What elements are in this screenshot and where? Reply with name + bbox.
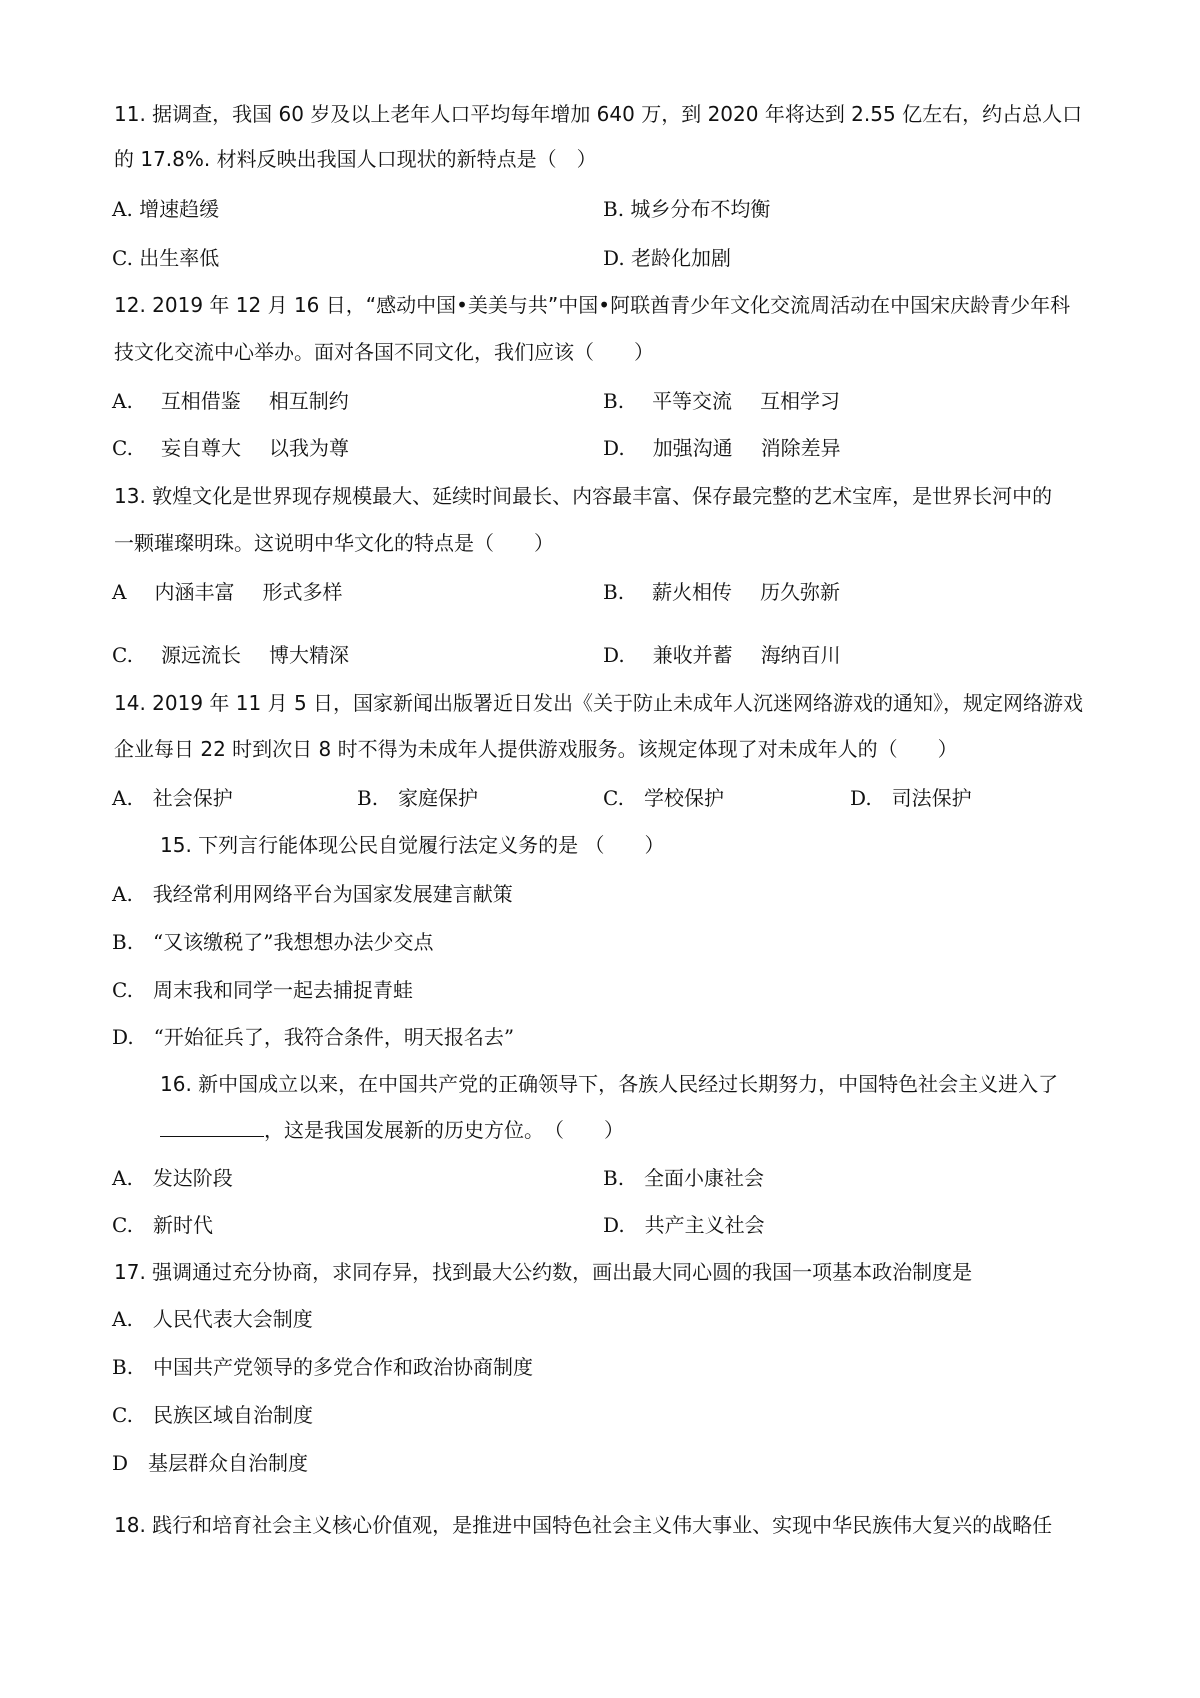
q11-stem-line1: 11. 据调查，我国 60 岁及以上老年人口平均每年增加 640 万，到 2020 年将达到 2.55 亿左右，约占总人口 [114,102,1083,126]
q13-option-c-part1: 源远流长 [160,643,241,667]
q15-option-b: B. “又该缴税了”我想想办法少交点 [112,930,434,954]
q13-option-b [603,579,840,605]
q12-option-c [112,435,349,461]
q13-option-c [112,642,349,668]
q12-option-a-letter: A. [112,389,133,413]
q12-stem-line1: 12. 2019 年 12 月 16 日，“感动中国•美美与共”中国•阿联酋青少年文化交流周活动在中国宋庆龄青少年科 [114,293,1071,317]
q11-option-d: D. 老龄化加剧 [603,246,732,270]
q12-option-b-part2: 互相学习 [760,389,841,413]
q13-option-d [603,642,841,668]
q13-option-b-part1: 薪火相传 [652,580,733,604]
q12-option-b-letter: B. [603,389,625,413]
q12-option-a-part1: 互相借鉴 [160,389,241,413]
q16-stem-line1: 16. 新中国成立以来，在中国共产党的正确领导下，各族人民经过长期努力，中国特色社会主义进入了 [160,1072,1059,1096]
q13-option-c-letter: C. [112,643,133,667]
q12-option-c-part2: 以我为尊 [268,436,349,460]
q11-stem-line2: 的 17.8%. 材料反映出我国人口现状的新特点是（ ） [114,147,597,171]
q12-option-a-part2: 相互制约 [268,389,349,413]
q16-option-c: C. 新时代 [112,1213,213,1237]
q14-option-d: D. 司法保护 [850,786,972,810]
q16-option-b: B. 全面小康社会 [603,1166,765,1190]
q18-stem-line1: 18. 践行和培育社会主义核心价值观，是推进中国特色社会主义伟大事业、实现中华民族伟大复兴的战略任 [114,1513,1053,1537]
q13-option-a-part2: 形式多样 [262,580,343,604]
q12-option-d [603,435,841,461]
q17-option-b: B. 中国共产党领导的多党合作和政治协商制度 [112,1355,534,1379]
q14-stem-line2: 企业每日 22 时到次日 8 时不得为未成年人提供游戏服务。该规定体现了对未成年人的（ ） [114,737,958,761]
q11-option-c: C. 出生率低 [112,246,220,270]
q14-option-a: A. 社会保护 [112,786,233,810]
q12-option-d-part2: 消除差异 [760,436,841,460]
q13-option-a-letter: A [112,580,127,604]
q12-option-a [112,388,349,414]
q13-stem-line1: 13. 敦煌文化是世界现存规模最大、延续时间最长、内容最丰富、保存最完整的艺术宝库，是世界长河中的 [114,484,1053,508]
q12-option-c-part1: 妄自尊大 [160,436,241,460]
q12-option-c-letter: C. [112,436,133,460]
q13-option-d-letter: D. [603,643,625,667]
q16-option-d: D. 共产主义社会 [603,1213,765,1237]
q13-option-d-part2: 海纳百川 [760,643,841,667]
answer-blank [160,1118,264,1137]
q15-option-a: A. 我经常利用网络平台为国家发展建言献策 [112,882,513,906]
q16-stem-line2 [160,1117,624,1143]
q13-option-b-part2: 历久弥新 [760,580,841,604]
q13-option-a-part1: 内涵丰富 [154,580,235,604]
q12-option-d-letter: D. [603,436,625,460]
q12-stem-line2: 技文化交流中心举办。面对各国不同文化，我们应该（ ） [114,340,654,364]
q13-option-c-part2: 博大精深 [268,643,349,667]
q14-stem-line1: 14. 2019 年 11 月 5 日，国家新闻出版署近日发出《关于防止未成年人沉迷网络游戏的通知》，规定网络游戏 [114,691,1084,715]
q14-option-b: B. 家庭保护 [357,786,479,810]
q15-option-d: D. “开始征兵了，我符合条件，明天报名去” [112,1025,515,1049]
q15-option-c: C. 周末我和同学一起去捕捉青蛙 [112,978,413,1002]
q17-option-d: D 基层群众自治制度 [112,1451,309,1475]
q16-option-a: A. 发达阶段 [112,1166,233,1190]
q13-option-a [112,579,342,605]
q15-stem: 15. 下列言行能体现公民自觉履行法定义务的是 （ ） [160,833,665,857]
q16-stem-line2-text: ，这是我国发展新的历史方位。 （ ） [264,1118,624,1142]
q17-option-c: C. 民族区域自治制度 [112,1403,313,1427]
q11-option-b: B. 城乡分布不均衡 [603,197,771,221]
q13-option-d-part1: 兼收并蓄 [652,643,733,667]
q17-option-a: A. 人民代表大会制度 [112,1307,313,1331]
q14-option-c: C. 学校保护 [603,786,724,810]
q11-option-a: A. 增速趋缓 [112,197,220,221]
q13-option-b-letter: B. [603,580,625,604]
q13-stem-line2: 一颗璀璨明珠。这说明中华文化的特点是（ ） [114,531,554,555]
q12-option-b [603,388,840,414]
q12-option-b-part1: 平等交流 [652,389,733,413]
q17-stem: 17. 强调通过充分协商，求同存异，找到最大公约数，画出最大同心圆的我国一项基本政治制度是 [114,1260,973,1284]
q12-option-d-part1: 加强沟通 [652,436,733,460]
